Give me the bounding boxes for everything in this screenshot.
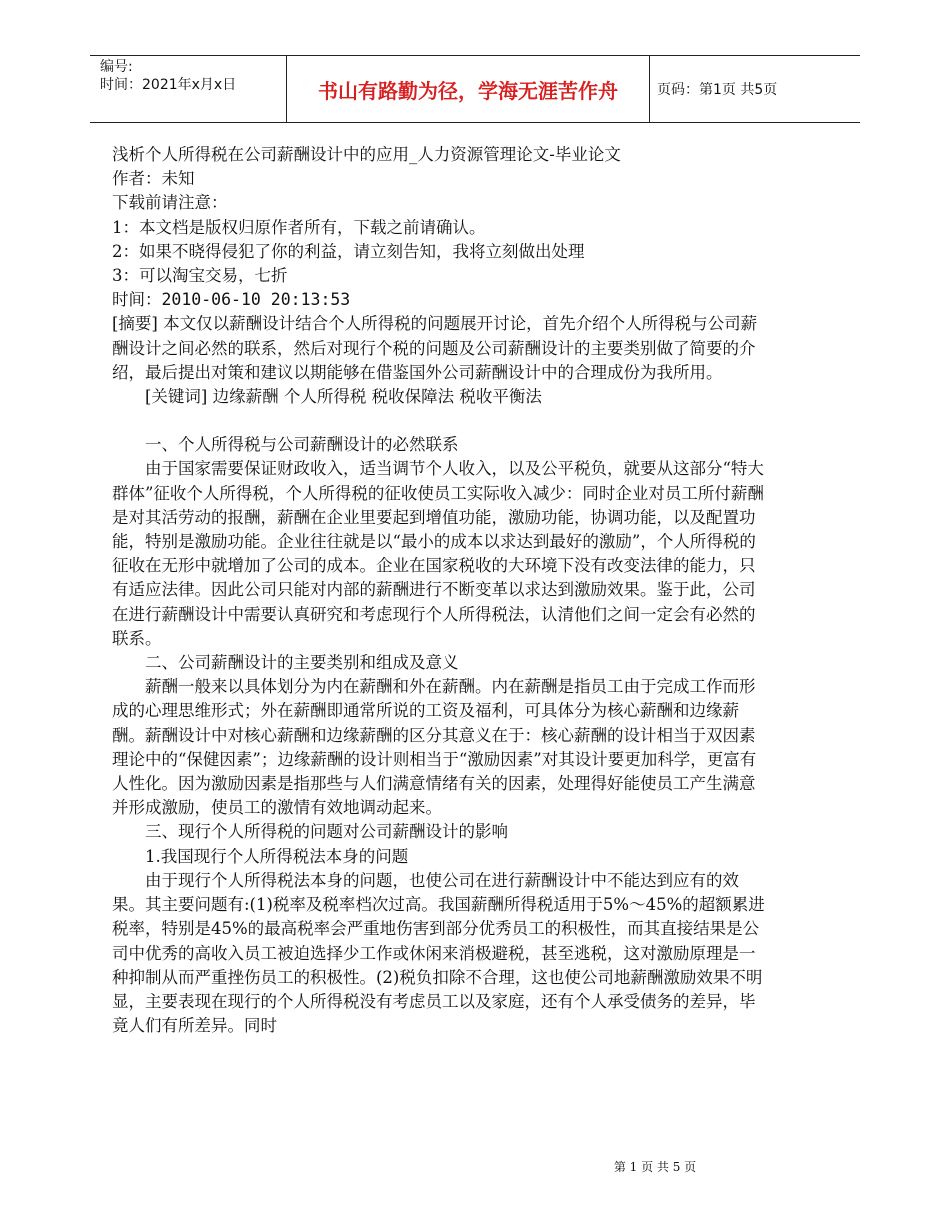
notice-heading: 下载前请注意： [112, 193, 228, 213]
section-2-body: 薪酬一般来以具体划分为内在薪酬和外在薪酬。内在薪酬是指员工由于完成工作而形成的心理思维形式；外在薪酬即通常所说的工资及福利，可具体分为核心薪酬和边缘薪酬。薪酬设计中对核心薪酬和边缘薪酬的区分其意义在于：核心薪酬的设计相当于双因素理论中的“保健因素”；边缘薪酬的设计则相当于“激励因素”对其设计要更加科学，更富有人性化。因为激励因素是指那些与人们满意情绪有关的因素，处理得好能使员工产生满意并形成激励，使员工的激情有效地调动起来。 [112, 677, 757, 818]
page-footer [0, 1158, 950, 1175]
blank-line [112, 409, 766, 433]
document-date: 时间：2021年x月x日 [100, 77, 237, 93]
notice-item-1: 1：本文档是版权归原作者所有，下载之前请确认。 [112, 217, 486, 237]
section-3-body: 由于现行个人所得税法本身的问题，也使公司在进行薪酬设计中不能达到应有的效果。其主要问题有:(1)税率及税率档次过高。我国薪酬所得税适用于5%～45%的超额累进税率，特别是45%的最高税率会严重地伤害到部分优秀员工的积极性，而其直接结果是公司中优秀的高收入员工被迫选择少工作或休闲来消极避税，甚至逃税，这对激励原理是一种抑制从而严重挫伤员工的积极性。(2)税负扣除不合理，这也使公司地薪酬激励效果不明显，主要表现在现行的个人所得税没有考虑员工以及家庭，还有个人承受债务的差异，毕竟人们有所差异。同时 [112, 870, 765, 1036]
section-3-title: 三、现行个人所得税的问题对公司薪酬设计的影响 [145, 822, 508, 842]
keywords: [关键词] 边缘薪酬 个人所得税 税收保障法 税收平衡法 [145, 387, 542, 407]
header-page-info: 页码：第1页 共5页 [657, 82, 778, 98]
abstract: [摘要] 本文仅以薪酬设计结合个人所得税的问题展开讨论，首先介绍个人所得税与公司薪酬设计之间必然的联系，然后对现行个税的问题及公司薪酬设计的主要类别做了简要的介绍，最后提出对策和建议以期能够在借鉴国外公司薪酬设计中的合理成份为我所用。 [112, 314, 758, 382]
document-number-label: 编号: [100, 59, 133, 75]
document-title: 浅析个人所得税在公司薪酬设计中的应用_人力资源管理论文-毕业论文 [112, 145, 621, 164]
notice-item-3: 3：可以淘宝交易，七折 [112, 266, 288, 286]
header-motto: 书山有路勤为径，学海无涯苦作舟 [286, 56, 650, 122]
section-1-title: 一、个人所得税与公司薪酬设计的必然联系 [145, 435, 459, 455]
document-author: 作者：未知 [112, 169, 195, 189]
section-2-title: 二、公司薪酬设计的主要类别和组成及意义 [145, 653, 459, 673]
document-time: 时间：2010-06-10 20:13:53 [112, 290, 351, 310]
section-3-subheading: 1.我国现行个人所得税法本身的问题 [145, 846, 409, 866]
header-meta [90, 56, 286, 122]
footer-page-number: 第 1 页 共 5 页 [613, 1160, 697, 1174]
page-header [90, 55, 860, 123]
document-body [112, 143, 766, 1038]
section-1-body: 由于国家需要保证财政收入，适当调节个人收入，以及公平税负，就要从这部分“特大群体”征收个人所得税，个人所得税的征收使员工实际收入减少：同时企业对员工所付薪酬是对其活劳动的报酬，薪酬在企业里要起到增值功能，激励功能，协调功能，以及配置功能，特别是激励功能。企业往往就是以“最小的成本以求达到最好的激励”，个人所得税的征收在无形中就增加了公司的成本。企业在国家税收的大环境下没有改变法律的能力，只有适应法律。因此公司只能对内部的薪酬进行不断变革以求达到激励效果。鉴于此，公司在进行薪酬设计中需要认真研究和考虑现行个人所得税法，认清他们之间一定会有必然的联系。 [112, 459, 764, 648]
notice-item-2: 2：如果不晓得侵犯了你的利益，请立刻告知，我将立刻做出处理 [112, 241, 585, 261]
